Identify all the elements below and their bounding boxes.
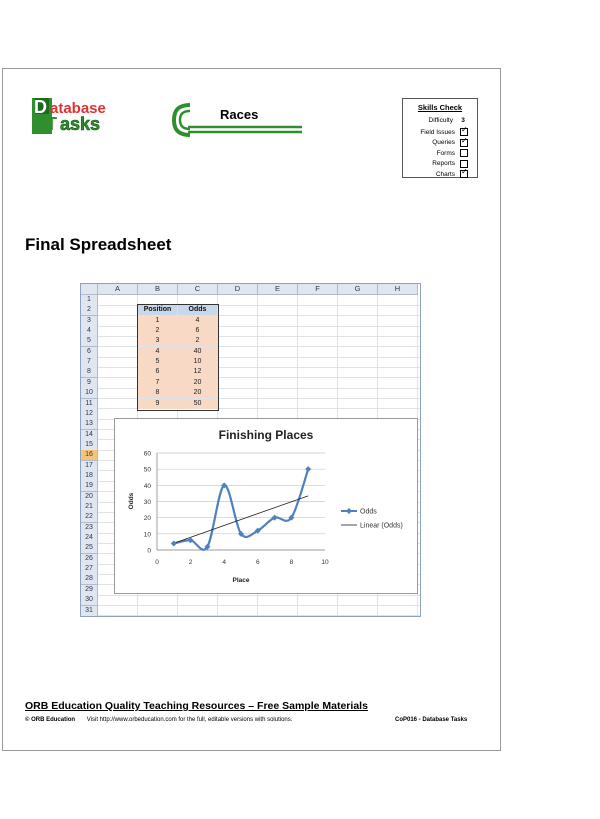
row-header[interactable]: 3 [81, 316, 98, 327]
page-heading: Final Spreadsheet [25, 235, 172, 254]
skills-check-title: Skills Check [417, 103, 463, 112]
logo-line2: asks [60, 114, 101, 134]
position-cell[interactable]: 8 [138, 388, 177, 398]
row-header[interactable]: 16 [81, 450, 98, 461]
skills-item-label: Forms [436, 149, 455, 157]
legend-odds-marker [346, 508, 352, 514]
logo-letter-t: T [46, 114, 57, 134]
row-header[interactable]: 26 [81, 554, 98, 565]
odds-cell[interactable]: 50 [178, 399, 217, 409]
x-tick-label: 0 [155, 559, 159, 566]
column-header-e[interactable]: E [258, 284, 298, 295]
column-header-h[interactable]: H [378, 284, 418, 295]
y-tick-label: 50 [143, 466, 151, 474]
y-tick-label: 10 [143, 531, 151, 539]
position-cell[interactable]: 3 [138, 336, 177, 346]
x-tick-label: 10 [321, 559, 329, 566]
odds-header-cell[interactable]: Odds [178, 305, 217, 315]
position-cell[interactable]: 7 [138, 378, 177, 388]
column-header-f[interactable]: F [298, 284, 338, 295]
logo-letter-d: D [34, 97, 47, 117]
row-header[interactable]: 7 [81, 357, 98, 368]
row-header[interactable]: 24 [81, 533, 98, 544]
finishing-places-chart [114, 418, 418, 594]
row-header[interactable]: 4 [81, 326, 98, 337]
position-cell[interactable]: 2 [138, 326, 177, 336]
row-header[interactable]: 29 [81, 585, 98, 596]
skills-item-row [437, 149, 470, 157]
row-header[interactable]: 20 [81, 492, 98, 503]
y-tick-label: 40 [143, 482, 151, 490]
column-header-a[interactable]: A [98, 284, 138, 295]
row-header[interactable]: 23 [81, 523, 98, 534]
races-banner [172, 103, 304, 137]
odds-cell[interactable]: 6 [178, 326, 217, 336]
odds-cell[interactable]: 4 [178, 316, 217, 326]
y-tick-label: 0 [147, 547, 151, 555]
footer-copyright: © ORB Education [25, 717, 76, 723]
column-header-c[interactable]: C [178, 284, 218, 295]
skills-check-box [402, 98, 478, 178]
grid-line [98, 595, 420, 596]
empty-checkbox-icon [460, 149, 468, 157]
row-header[interactable]: 10 [81, 388, 98, 399]
position-cell[interactable]: 5 [138, 357, 177, 367]
position-header-cell[interactable]: Position [138, 305, 177, 315]
legend-odds-label: Odds [360, 508, 377, 516]
position-cell[interactable]: 4 [138, 347, 177, 357]
row-header[interactable]: 6 [81, 347, 98, 358]
row-header[interactable]: 12 [81, 409, 98, 420]
row-header[interactable]: 15 [81, 440, 98, 451]
x-tick-label: 8 [289, 559, 294, 566]
y-tick-label: 30 [143, 499, 151, 506]
skills-item-label: Queries [432, 139, 455, 146]
chart-title: Finishing Places [218, 428, 314, 442]
skills-difficulty-row [429, 117, 470, 124]
checked-checkbox-icon [460, 170, 468, 178]
row-header[interactable]: 30 [81, 595, 98, 606]
difficulty-value: 3 [461, 117, 465, 124]
legend-linear-label: Linear (Odds) [360, 522, 403, 530]
odds-cell[interactable]: 10 [178, 357, 217, 367]
row-header[interactable]: 19 [81, 481, 98, 492]
skills-item-row [432, 139, 470, 147]
row-header[interactable]: 2 [81, 305, 98, 316]
column-header-b[interactable]: B [138, 284, 178, 295]
x-tick-label: 4 [222, 559, 227, 566]
footer-visit-text: Visit http://www.orbeducation.com for the full, editable versions with solutions. [86, 717, 293, 723]
footer-title: ORB Education Quality Teaching Resources – Free Sample Materials [25, 700, 368, 712]
row-header[interactable]: 27 [81, 564, 98, 575]
select-all-corner[interactable] [81, 284, 98, 295]
y-axis-label: Odds [128, 492, 135, 510]
row-header[interactable]: 8 [81, 367, 98, 378]
skills-item-label: Charts [435, 170, 455, 178]
skills-item-label: Reports [432, 160, 455, 167]
difficulty-label: Difficulty [428, 117, 453, 124]
row-header[interactable]: 13 [81, 419, 98, 430]
row-header[interactable]: 22 [81, 512, 98, 523]
position-cell[interactable]: 1 [138, 316, 177, 326]
skills-item-label: Field Issues [420, 128, 455, 136]
row-header[interactable]: 28 [81, 574, 98, 585]
row-header[interactable]: 21 [81, 502, 98, 513]
row-header[interactable]: 25 [81, 543, 98, 554]
row-header[interactable]: 31 [81, 606, 98, 617]
x-axis-label: Place [232, 577, 250, 584]
row-header[interactable]: 9 [81, 378, 98, 389]
odds-cell[interactable]: 2 [178, 336, 217, 346]
y-tick-label: 60 [143, 450, 151, 458]
database-tasks-logo [32, 96, 128, 136]
footer-code: CoP016 - Database Tasks [395, 717, 468, 723]
row-header[interactable]: 17 [81, 461, 98, 472]
row-header[interactable]: 14 [81, 430, 98, 441]
odds-data-point [305, 466, 311, 472]
row-header[interactable]: 1 [81, 295, 98, 306]
grid-line [98, 615, 420, 616]
odds-cell[interactable]: 12 [178, 367, 217, 377]
x-tick-label: 6 [255, 559, 260, 566]
worksheet-title: Races [220, 107, 259, 122]
y-tick-label: 20 [143, 515, 151, 523]
row-header[interactable]: 5 [81, 336, 98, 347]
row-header[interactable]: 11 [81, 399, 98, 410]
logo-line1: atabase [50, 100, 106, 117]
odds-cell[interactable]: 20 [178, 378, 217, 388]
grid-line [98, 605, 420, 606]
position-cell[interactable]: 9 [138, 399, 177, 409]
odds-cell[interactable]: 20 [178, 388, 217, 398]
odds-data-point [171, 541, 177, 547]
checked-checkbox-icon [460, 139, 468, 147]
odds-cell[interactable]: 40 [178, 347, 217, 357]
odds-series-line [174, 469, 308, 550]
column-header-d[interactable]: D [218, 284, 258, 295]
x-tick-label: 2 [188, 559, 193, 566]
row-header[interactable]: 18 [81, 471, 98, 482]
position-cell[interactable]: 6 [138, 367, 177, 377]
footer-left [25, 717, 292, 723]
skills-item-row [436, 170, 470, 178]
column-header-g[interactable]: G [338, 284, 378, 295]
